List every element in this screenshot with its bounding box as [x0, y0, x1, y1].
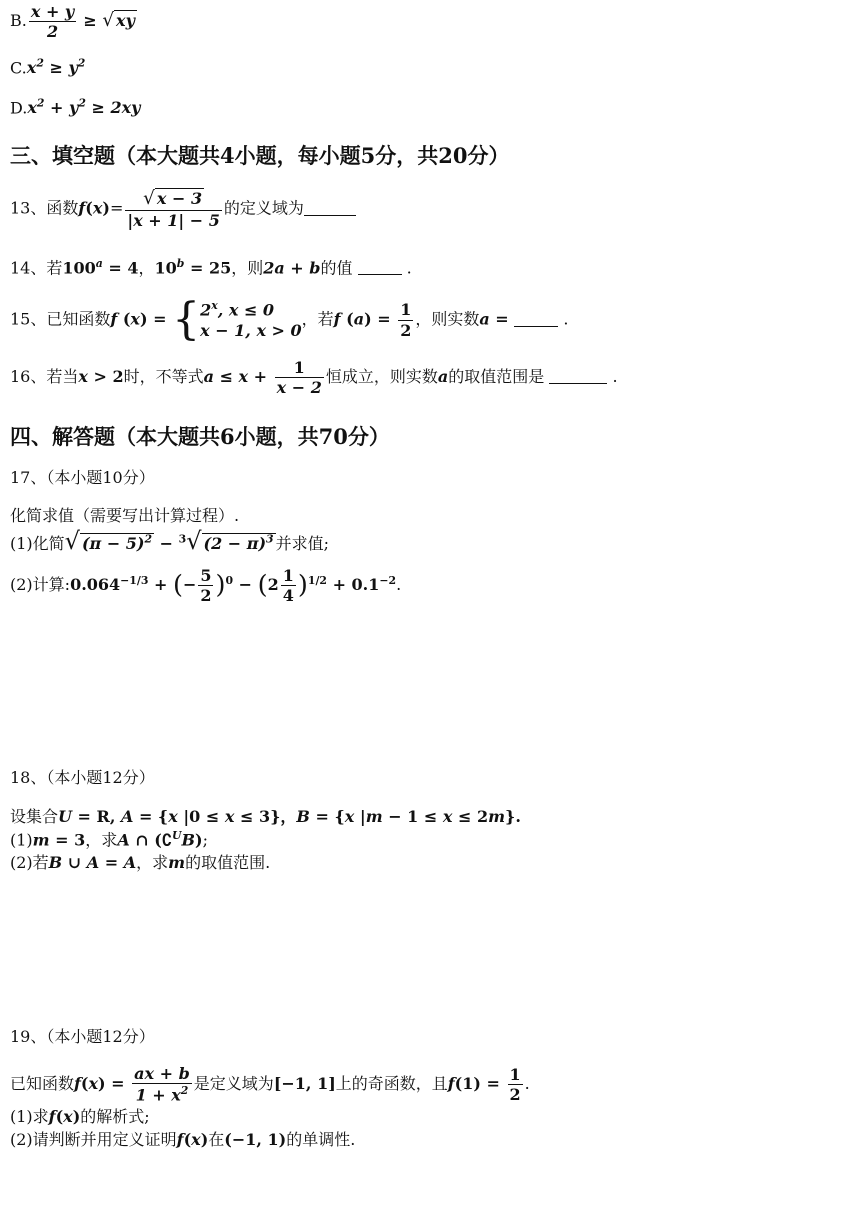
- q18-part2-prefix: (2)若: [10, 853, 49, 872]
- section3-title: 三、填空题（本大题共4小题，每小题5分，共20分）: [10, 143, 510, 168]
- q19-intro: 已知函数f(x) = $\frac{ax + b}{1 + x^2}$ 是定义域为[−1, 1]上的奇函数，且f(1) = $\frac{1}{2}$ .: [10, 1064, 530, 1105]
- q18-part1-mid: ，求: [85, 830, 118, 850]
- q19-intro-end: .: [524, 1073, 530, 1093]
- q14-answer-blank[interactable]: [358, 260, 402, 275]
- q15-then: ，则实数: [415, 309, 480, 329]
- q15-mid: ，若: [301, 309, 334, 329]
- q19-fraction: $\frac{ax + b}{1 + x^2}$: [134, 1064, 190, 1105]
- q14-then: ，则: [231, 258, 264, 278]
- question-16: 16、若当x > 2时，不等式a ≤ x + $\frac{1}{x - 2}$ 恒成立，则实数a的取值范围是 .: [10, 358, 618, 398]
- q19-part2: (2)请判断并用定义证明f(x)在(−1, 1)的单调性.: [10, 1130, 356, 1149]
- q13-suffix: 的定义域为: [223, 198, 304, 218]
- q15-answer-blank[interactable]: [514, 312, 558, 327]
- q17-part2-prefix: (2)计算:: [10, 575, 71, 595]
- q13-prefix: 13、函数: [10, 198, 79, 218]
- q19-intro-prefix: 已知函数: [10, 1073, 75, 1093]
- q16-prefix: 16、若当: [10, 367, 79, 387]
- q17-part1: (1)化简√ $(\pi - 5)^2 - ^3√$ $(2 - \pi)^3$ 并求值;: [10, 527, 330, 555]
- q18-intro-prefix: 设集合: [10, 807, 59, 826]
- option-c: $C.x^2 \ge y^2$: [10, 57, 86, 78]
- q18-part2: (2)若B ∪ A = A，求m的取值范围.: [10, 853, 271, 872]
- q17-part2-end: .: [396, 575, 402, 595]
- q16-mid: 恒成立，则实数: [325, 367, 438, 387]
- option-b: B. $\frac{x + y}{2}$ ≥ √ xy: [10, 2, 135, 42]
- option-c-label: C.: [10, 58, 27, 78]
- q14-sep: ，: [138, 258, 155, 278]
- q19-part2-mid: 在: [208, 1130, 225, 1149]
- q19-intro-mid2: 上的奇函数，且: [335, 1073, 448, 1093]
- q17-part1-prefix: (1)化简: [10, 534, 65, 553]
- q18-header: 18、（本小题12分）: [10, 768, 155, 787]
- q18-intro: 设集合U = R, A = {x |0 ≤ x ≤ 3}，B = {x |m − 1 ≤ x ≤ 2m}.: [10, 807, 521, 826]
- q16-answer-blank[interactable]: [549, 369, 607, 384]
- q15-end: .: [563, 309, 569, 329]
- q19-part1-suffix: 的解析式;: [80, 1107, 150, 1126]
- option-d: $D.x^2 + y^2 \ge 2xy$: [10, 97, 141, 118]
- q18-part1-end: ;: [202, 830, 209, 850]
- q16-end: .: [612, 367, 618, 387]
- q15-prefix: 15、已知函数: [10, 309, 111, 329]
- q15-piecewise: 2$^x$, x ≤ 0 x − 1, x > 0: [200, 299, 302, 340]
- q18-part2-suffix: 的取值范围.: [185, 853, 271, 872]
- option-b-label: B.: [10, 11, 27, 31]
- q18-part1: (1)m = 3，求A ∩ (∁$^U$B);: [10, 829, 209, 850]
- question-13: 13、函数f(x)= $\frac{√ x - 3}{|x + 1| - 5}$ 的定义域为: [10, 188, 356, 230]
- q18-part1-prefix: (1): [10, 830, 33, 850]
- option-b-fraction: $\frac{x + y}{2}$: [30, 2, 75, 42]
- q13-fraction: $\frac{√ x - 3}{|x + 1| - 5}$: [127, 188, 220, 231]
- q17-header: 17、（本小题10分）: [10, 468, 155, 487]
- q14-suffix: 的值: [320, 258, 353, 278]
- q17-part2: (2)计算$:0.064^{-1/3}$ + (− $\frac{5}{2}$ )$^0$ − (2 $\frac{1}{4}$ )$^{1/2} + 0.1^{-2}$.: [10, 566, 402, 606]
- q17-intro: 化简求值（需要写出计算过程）.: [10, 506, 240, 525]
- q19-intro-mid: 是定义域为: [193, 1073, 274, 1093]
- q19-part1-prefix: (1)求: [10, 1107, 49, 1126]
- q16-fraction: $\frac{1}{x - 2}$: [276, 358, 322, 398]
- question-14: 14、若$100^a = 4$，$10^b = 25$，则2a + b的值 .: [10, 257, 412, 278]
- q13-answer-blank[interactable]: [304, 201, 356, 216]
- section4-title: 四、解答题（本大题共6小题，共70分）: [10, 424, 390, 449]
- q19-header: 19、（本小题12分）: [10, 1027, 155, 1046]
- option-d-label: D.: [10, 98, 28, 118]
- question-15: 15、已知函数f (x) = { 2$^x$, x ≤ 0 x − 1, x > 0 ，若f (a) = $\frac{1}{2}$ ，则实数a = .: [10, 294, 569, 345]
- q19-part1: (1)求f(x)的解析式;: [10, 1107, 150, 1126]
- q16-suffix: 的取值范围是: [448, 367, 545, 387]
- q19-part2-prefix: (2)请判断并用定义证明: [10, 1130, 177, 1149]
- q17-part1-suffix: 并求值;: [275, 534, 330, 553]
- q19-part2-suffix: 的单调性.: [286, 1130, 356, 1149]
- q14-end: .: [406, 258, 412, 278]
- q15-fraction: $\frac{1}{2}$: [400, 300, 412, 340]
- q18-part2-mid: ，求: [136, 853, 169, 872]
- q14-prefix: 14、若: [10, 258, 63, 278]
- q16-when: 时，不等式: [123, 367, 204, 387]
